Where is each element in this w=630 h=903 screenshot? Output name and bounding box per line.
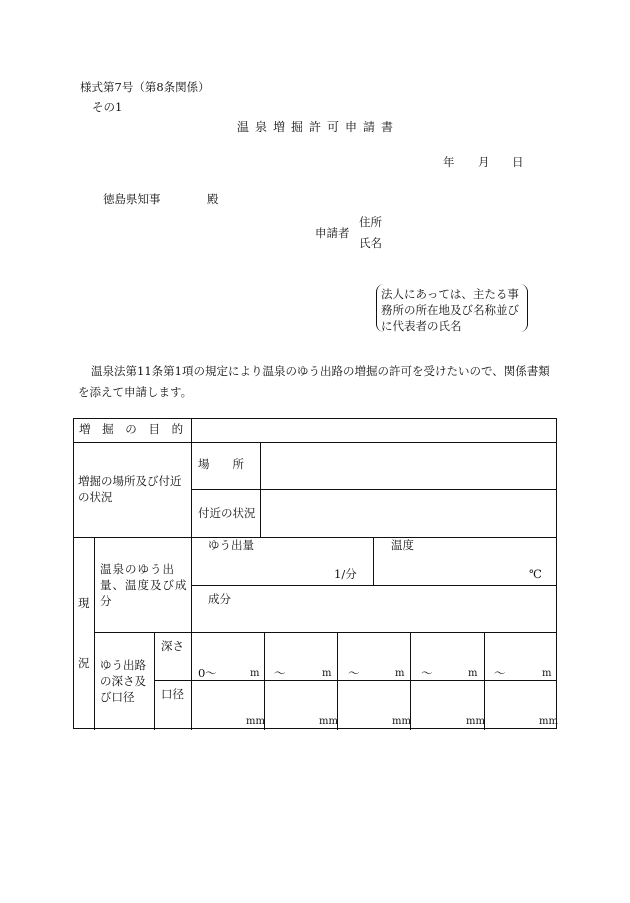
date-day-label: 日	[512, 155, 524, 169]
depth-from: 0	[198, 666, 206, 680]
addressee-name: 徳島県知事	[103, 192, 161, 206]
depth-separator: 〜	[274, 666, 286, 680]
application-form-table	[73, 418, 557, 729]
corporate-note-line: 務所の所在地及び名称並び	[381, 303, 519, 317]
spring-section-label: 温泉のゆう出量、温度及び成分	[100, 562, 188, 608]
corporate-note-bracket	[376, 284, 528, 332]
flow-unit: 1/分	[334, 567, 357, 581]
surroundings-label: 付近の状況	[198, 506, 256, 520]
depth-unit: m	[322, 668, 332, 679]
diameter-label: 口径	[161, 687, 184, 701]
date-year-label: 年	[443, 155, 455, 169]
addressee-honorific: 殿	[207, 192, 219, 206]
depth-unit: m	[542, 668, 552, 679]
flow-label: ゆう出量	[208, 538, 254, 552]
applicant-name-label: 氏名	[359, 236, 382, 250]
component-label: 成分	[208, 592, 231, 606]
corporate-note-line: に代表者の氏名	[381, 319, 462, 333]
depth-separator: 〜	[205, 666, 217, 680]
application-statement: 温泉法第11条第1項の規定により温泉のゆう出路の増掘の許可を受けたいので、関係書類を添えて申請します。	[78, 364, 550, 399]
outlet-section-label: ゆう出路の深さ及び口径	[100, 658, 146, 704]
place-label: 場 所	[198, 457, 244, 471]
temperature-label: 温度	[391, 538, 414, 552]
depth-unit: m	[468, 668, 478, 679]
date-month-label: 月	[478, 155, 490, 169]
diameter-unit: mm	[246, 716, 265, 727]
diameter-unit: mm	[539, 716, 558, 727]
depth-separator: 〜	[494, 666, 506, 680]
depth-unit: m	[250, 668, 260, 679]
diameter-unit: mm	[466, 716, 485, 727]
temperature-unit: ℃	[529, 567, 542, 581]
purpose-label: 増 掘 の 目 的	[79, 422, 188, 436]
document-title: 温泉増掘許可申請書	[237, 120, 400, 134]
corporate-note-line: 法人にあっては、主たる事	[381, 287, 519, 301]
depth-unit: m	[395, 668, 405, 679]
applicant-label: 申請者	[315, 226, 350, 240]
current-status-char: 現	[78, 596, 90, 610]
form-number: 様式第7号（第8条関係）	[80, 80, 210, 94]
depth-separator: 〜	[348, 666, 360, 680]
diameter-unit: mm	[319, 716, 338, 727]
current-status-char: 況	[78, 656, 90, 670]
depth-label: 深さ	[161, 639, 184, 653]
depth-separator: 〜	[421, 666, 433, 680]
form-part: その1	[92, 100, 123, 114]
diameter-unit: mm	[392, 716, 411, 727]
applicant-address-label: 住所	[359, 215, 382, 229]
location-section-label: 増掘の場所及び付近の状況	[78, 474, 182, 504]
